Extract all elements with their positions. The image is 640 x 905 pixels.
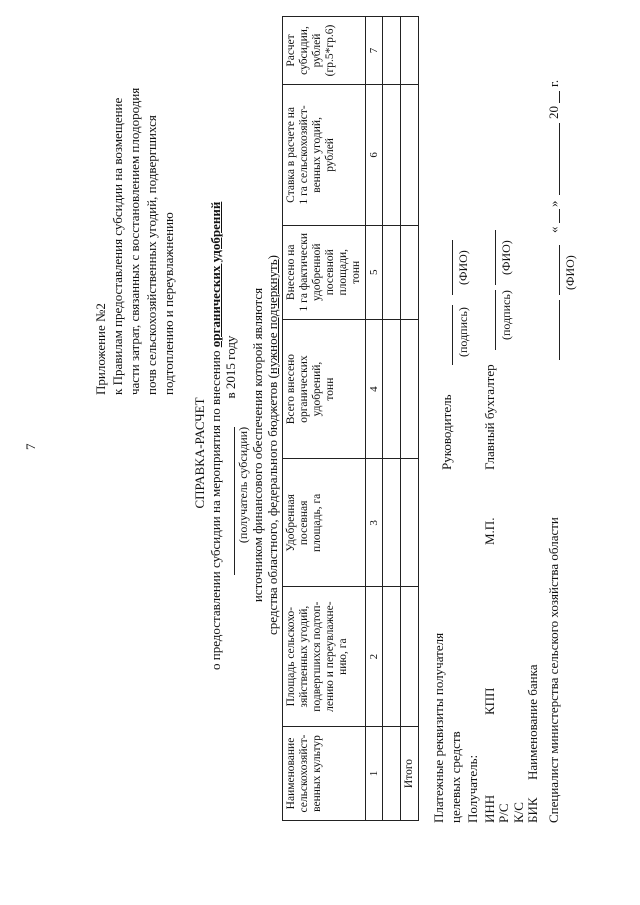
kpp-label: КПП bbox=[482, 687, 497, 715]
table-cell[interactable] bbox=[401, 85, 419, 226]
table-cell[interactable] bbox=[401, 17, 419, 85]
head-fio-caption: (ФИО) bbox=[456, 250, 470, 285]
specialist-fio-line[interactable] bbox=[559, 245, 560, 295]
ks-label: К/С bbox=[511, 802, 526, 823]
recipient-caption: (получатель субсидии) bbox=[236, 426, 250, 544]
recipient-label: Получатель: bbox=[465, 754, 480, 823]
accountant-fio-caption: (ФИО) bbox=[499, 240, 513, 275]
appendix-title: Приложение №2 bbox=[93, 303, 108, 395]
appendix-line: почв сельскохозяйственных угодий, подвергшихся bbox=[144, 115, 159, 395]
date-month-line[interactable] bbox=[559, 123, 560, 195]
table-cell[interactable] bbox=[383, 587, 401, 727]
header-subsidy-calc: Расчет субсидии, рублей (гр.5*гр.6) bbox=[283, 17, 366, 85]
appendix-line: к Правилам предоставления субсидии на возмещение bbox=[110, 97, 125, 395]
column-number: 4 bbox=[366, 319, 383, 459]
requisites-title: Платежные реквизиты получателя целевых средств bbox=[431, 632, 463, 823]
source-emphasis: нужное подчеркнуть bbox=[265, 259, 280, 375]
specialist-fio-caption: (ФИО) bbox=[563, 255, 577, 290]
rs-label: Р/С bbox=[496, 803, 511, 823]
column-number: 1 bbox=[366, 727, 383, 821]
date-year-prefix: 20 bbox=[546, 106, 561, 119]
table-cell[interactable] bbox=[401, 587, 419, 727]
date-year-suffix: г. bbox=[546, 79, 561, 87]
bank-label: Наименование банка bbox=[525, 664, 540, 780]
head-label: Руководитель bbox=[439, 394, 454, 470]
specialist-label: Специалист министерства сельского хозяйства области bbox=[546, 517, 561, 823]
bik-label: БИК bbox=[525, 797, 540, 823]
table-row bbox=[383, 17, 401, 821]
subsidy-table bbox=[282, 16, 419, 821]
funding-source-line2: средства областного, федерального бюджетов (нужное подчеркнуть) bbox=[265, 254, 280, 636]
head-sign-caption: (подпись) bbox=[456, 307, 470, 357]
header-flooded-area: Площадь сельскохо- зяйственных угодий, подвергшихся подтоп- лению и переувлажне- нию, га bbox=[283, 587, 366, 727]
table-cell[interactable] bbox=[383, 17, 401, 85]
table-cell[interactable] bbox=[401, 459, 419, 587]
date-close-quote: » bbox=[546, 200, 561, 207]
page-number: 7 bbox=[23, 443, 38, 450]
funding-source-line1: источником финансового обеспечения которой являются bbox=[250, 287, 265, 603]
form-subtitle: о предоставлении субсидии на мероприятия по внесению органических удобрений bbox=[208, 201, 223, 670]
inn-label: ИНН bbox=[482, 794, 497, 823]
column-number: 6 bbox=[366, 85, 383, 226]
table-cell[interactable] bbox=[401, 319, 419, 459]
accountant-fio-line[interactable] bbox=[495, 230, 496, 285]
date-year-line[interactable] bbox=[559, 91, 560, 103]
appendix-line: подтоплению и переувлажнению bbox=[161, 212, 176, 395]
year-text: в 2015 году bbox=[223, 335, 238, 399]
table-cell[interactable] bbox=[401, 225, 419, 319]
header-per-hectare: Внесено на 1 га фактически удобренной посевной площади, тонн bbox=[283, 225, 366, 319]
header-rate: Ставка в расчете на 1 га сельскохозяйст- венных угодий, рублей bbox=[283, 85, 366, 226]
accountant-label: Главный бухгалтер bbox=[482, 364, 497, 470]
table-cell[interactable] bbox=[383, 727, 401, 821]
subtitle-emphasis: органических удобрений bbox=[208, 201, 223, 348]
appendix-block bbox=[92, 88, 177, 395]
accountant-signature-line[interactable] bbox=[495, 290, 496, 350]
form-title: СПРАВКА-РАСЧЕТ bbox=[192, 397, 207, 509]
header-crop-name: Наименование сельскохозяйст- венных культур bbox=[283, 727, 366, 821]
column-number: 5 bbox=[366, 225, 383, 319]
total-label: Итого bbox=[401, 727, 419, 821]
column-number: 3 bbox=[366, 459, 383, 587]
specialist-signature-line[interactable] bbox=[559, 300, 560, 360]
date-open-quote: « bbox=[546, 226, 561, 233]
header-fertilized-area: Удобренная посевная площадь, га bbox=[283, 459, 366, 587]
table-cell[interactable] bbox=[383, 319, 401, 459]
table-number-row bbox=[366, 17, 383, 821]
header-total-fertilizer: Всего внесено органических удобрений, тонн bbox=[283, 319, 366, 459]
appendix-line: части затрат, связанных с восстановлением плодородия bbox=[127, 87, 142, 395]
table-cell[interactable] bbox=[383, 225, 401, 319]
recipient-line bbox=[234, 427, 235, 575]
head-fio-line[interactable] bbox=[452, 240, 453, 295]
mp-label: М.П. bbox=[482, 517, 497, 545]
table-total-row bbox=[401, 17, 419, 821]
table-cell[interactable] bbox=[383, 85, 401, 226]
column-number: 7 bbox=[366, 17, 383, 85]
table-header-row bbox=[283, 17, 366, 821]
column-number: 2 bbox=[366, 587, 383, 727]
head-signature-line[interactable] bbox=[452, 305, 453, 365]
table-cell[interactable] bbox=[383, 459, 401, 587]
accountant-sign-caption: (подпись) bbox=[499, 290, 513, 340]
date-day-line[interactable] bbox=[559, 209, 560, 223]
